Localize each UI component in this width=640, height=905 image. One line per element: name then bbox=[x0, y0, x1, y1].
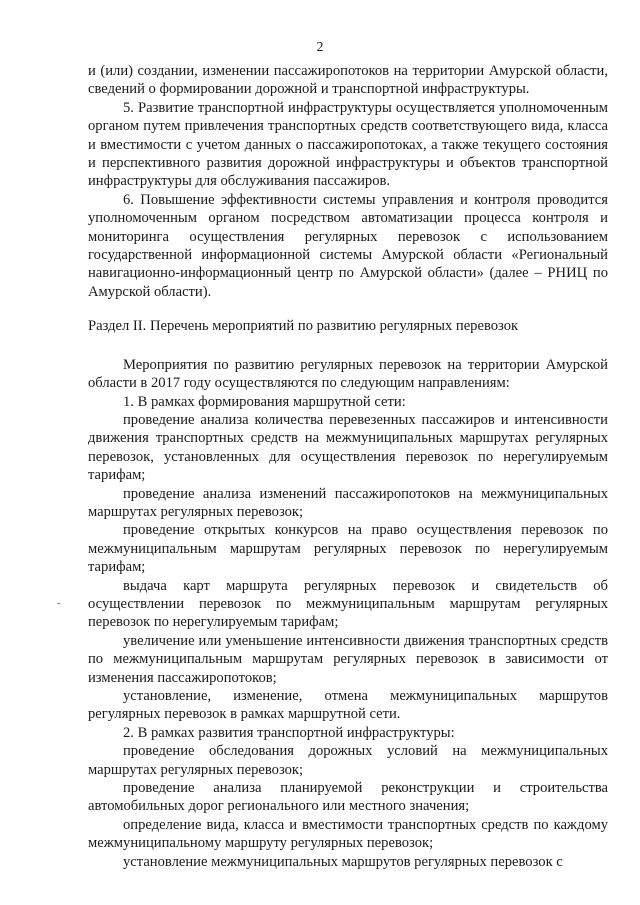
margin-mark: - bbox=[57, 598, 61, 609]
paragraph: 6. Повышение эффективности системы управления и контроля проводится уполномоченным органом посредством автоматизации процесса контроля и мониторинга осуществления регулярных перевозок с использованием государственной информационной системы Амурской области «Региональный навигационно-информационный центр по Амурской области» (далее – РНИЦ по Амурской области). bbox=[88, 191, 608, 300]
paragraph: проведение анализа изменений пассажиропотоков на межмуниципальных маршрутах регулярных перевозок; bbox=[88, 485, 608, 520]
paragraph: увеличение или уменьшение интенсивности движения транспортных средств по межмуниципальным маршрутам регулярных перевозок в зависимости от изменения пассажиропотоков; bbox=[88, 632, 608, 686]
page-number: 2 bbox=[316, 40, 324, 55]
paragraph: выдача карт маршрута регулярных перевозок и свидетельств об осуществлении перевозок по межмуниципальным маршрутам регулярных перевозок по нерегулируемым тарифам; bbox=[88, 577, 608, 631]
paragraph: 1. В рамках формирования маршрутной сети: bbox=[123, 393, 406, 410]
paragraph: установление межмуниципальных маршрутов регулярных перевозок с bbox=[123, 853, 563, 870]
paragraph: установление, изменение, отмена межмуниципальных маршрутов регулярных перевозок в рамках маршрутной сети. bbox=[88, 688, 608, 723]
paragraph: проведение анализа планируемой реконструкции и строительства автомобильных дорог регионального или местного значения; bbox=[88, 780, 608, 815]
document-body bbox=[88, 62, 608, 871]
paragraph: проведение открытых конкурсов на право осуществления перевозок по межмуниципальным маршрутам регулярных перевозок по нерегулируемым тарифам; bbox=[88, 522, 608, 576]
paragraph: проведение обследования дорожных условий на межмуниципальных маршрутах регулярных перевозок; bbox=[88, 743, 608, 778]
paragraph: 5. Развитие транспортной инфраструктуры осуществляется уполномоченным органом путем привлечения транспортных средств соответствующего вида, класса и вместимости с учетом данных о пассажиропотоках, а также текущего состояния и перспективного развития дорожной инфраструктуры и объектов транспортной инфраструктуры для обслуживания пассажиров. bbox=[88, 99, 608, 190]
paragraph: и (или) создании, изменении пассажиропотоков на территории Амурской области, сведений о формировании дорожной и транспортной инфраструктуры. bbox=[88, 63, 608, 98]
paragraph: Мероприятия по развитию регулярных перевозок на территории Амурской области в 2017 году осуществляются по следующим направлениям: bbox=[88, 356, 608, 392]
section-heading: Раздел II. Перечень мероприятий по развитию регулярных перевозок bbox=[88, 318, 519, 335]
paragraph: проведение анализа количества перевезенных пассажиров и интенсивности движения транспортных средств на межмуниципальных маршрутах регулярных перевозок, установленных для осуществления перевозок по нерегулируемым тарифам; bbox=[88, 411, 608, 484]
paragraph: 2. В рамках развития транспортной инфраструктуры: bbox=[123, 724, 455, 741]
paragraph: определение вида, класса и вместимости транспортных средств по каждому межмуниципальному маршруту регулярных перевозок; bbox=[88, 816, 608, 852]
